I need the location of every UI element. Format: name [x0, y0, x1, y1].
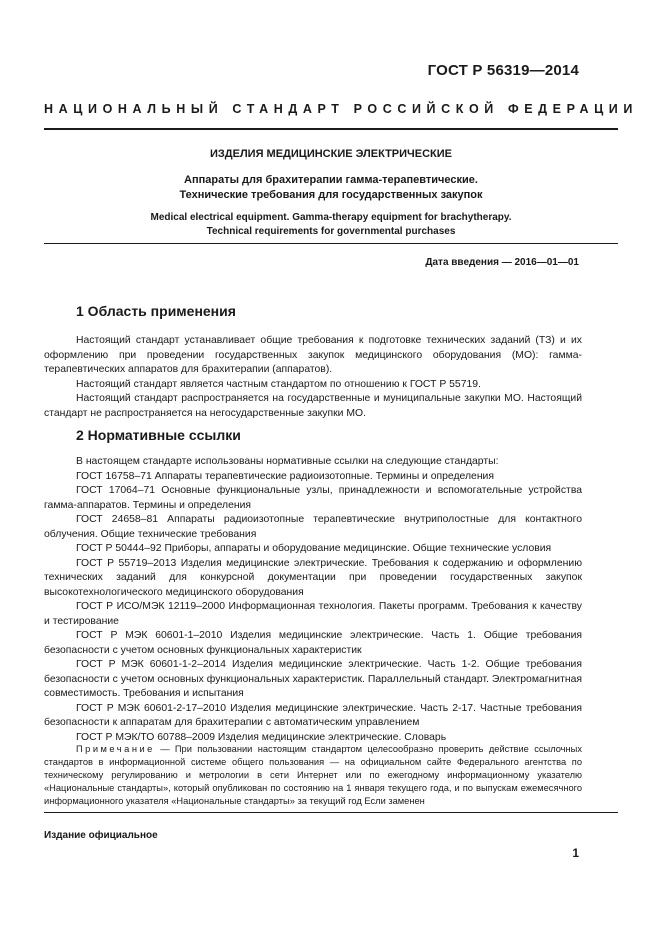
section-1-heading: 1 Область применения: [76, 303, 236, 319]
note-block: [44, 743, 582, 808]
english-title-line-1: Medical electrical equipment. Gamma-therapy equipment for brachytherapy.: [150, 212, 512, 223]
section-1-paragraph: Настоящий стандарт устанавливает общие требования к подготовке технических заданий (ТЗ) и их оформлению при проведении государственных закупок медицинского оборудования (МО): гамма-терапевтических аппаратов для брахитерапии (аппаратов).: [44, 335, 582, 375]
document-english-title: [44, 211, 618, 239]
subtitle-line-1: Аппараты для брахитерапии гамма-терапевтические.: [184, 174, 478, 186]
section-2-heading: 2 Нормативные ссылки: [76, 427, 241, 443]
subtitle-line-2: Технические требования для государственных закупок: [179, 189, 483, 201]
reference-item: ГОСТ Р 55719–2013 Изделия медицинские электрические. Требования к содержанию и оформлению технических заданий для конкурсной документации при проведении государственных закупок высокотехнологического медицинского оборудования: [44, 557, 582, 598]
section-2-paragraph: В настоящем стандарте использованы нормативные ссылки на следующие стандарты:: [76, 456, 499, 467]
page-number: 1: [572, 846, 579, 860]
introduction-date: Дата введения — 2016—01—01: [425, 257, 579, 268]
footer-divider: [44, 812, 618, 813]
note-text: — При пользовании настоящим стандартом целесообразно проверить действие ссылочных стандартов в информационной системе общего пользования — на официальном сайте Федерального агентства по техническому регулированию и метрологии в сети Интернет или по ежегодному информационному указателю «Национальные стандарты», который опубликован по состоянию на 1 января текущего года, и по выпускам ежемесячного информационного указателя «Национальные стандарты» за текущий год Если заменен: [44, 744, 582, 806]
header-divider: [44, 128, 618, 130]
title-divider: [44, 243, 618, 244]
document-main-title: ИЗДЕЛИЯ МЕДИЦИНСКИЕ ЭЛЕКТРИЧЕСКИЕ: [209, 148, 453, 160]
section-1-paragraph: Настоящий стандарт распространяется на государственные и муниципальные закупки МО. Настоящий стандарт не распространяется на негосударственные закупки МО.: [44, 393, 582, 419]
section-1-paragraph: Настоящий стандарт является частным стандартом по отношению к ГОСТ Р 55719.: [76, 378, 481, 390]
reference-item: ГОСТ 24658–81 Аппараты радиоизотопные терапевтические внутриполостные для контактного облучения. Общие технические требования: [44, 514, 582, 540]
reference-item: ГОСТ 16758–71 Аппараты терапевтические радиоизотопные. Термины и определения: [76, 470, 494, 482]
reference-item: ГОСТ Р МЭК 60601-2-17–2010 Изделия медицинские электрические. Часть 2-17. Частные требования безопасности к аппаратам для брахитерапии с автоматическим управлением: [44, 702, 582, 728]
section-2-body: [44, 455, 582, 745]
national-standard-title: НАЦИОНАЛЬНЫЙ СТАНДАРТ РОССИЙСКОЙ ФЕДЕРАЦИИ: [44, 102, 638, 116]
section-1-body: [44, 334, 582, 421]
english-title-line-2: Technical requirements for governmental purchases: [206, 226, 456, 237]
reference-item: ГОСТ Р 50444–92 Приборы, аппараты и оборудование медицинские. Общие технические условия: [76, 543, 552, 554]
official-edition: Издание официальное: [44, 830, 158, 841]
gost-number: ГОСТ Р 56319—2014: [427, 62, 579, 79]
reference-item: ГОСТ Р ИСО/МЭК 12119–2000 Информационная технология. Пакеты программ. Требования к качеству и тестирование: [44, 601, 582, 627]
note-label: Примечание: [76, 744, 155, 754]
document-subtitle: [44, 173, 618, 203]
reference-item: ГОСТ 17064–71 Основные функциональные узлы, принадлежности и вспомогательные устройства гамма-аппаратов. Термины и определения: [44, 485, 582, 511]
reference-item: ГОСТ Р МЭК 60601-1-2–2014 Изделия медицинские электрические. Часть 1-2. Общие требования безопасности с учетом основных функциональных характеристик. Параллельный стандарт. Электромагнитная совместимость. Требования и испытания: [44, 659, 582, 699]
reference-item: ГОСТ Р МЭК/ТО 60788–2009 Изделия медицинские электрические. Словарь: [76, 731, 447, 743]
reference-item: ГОСТ Р МЭК 60601-1–2010 Изделия медицинские электрические. Часть 1. Общие требования безопасности с учетом основных функциональных характеристик: [44, 630, 582, 656]
